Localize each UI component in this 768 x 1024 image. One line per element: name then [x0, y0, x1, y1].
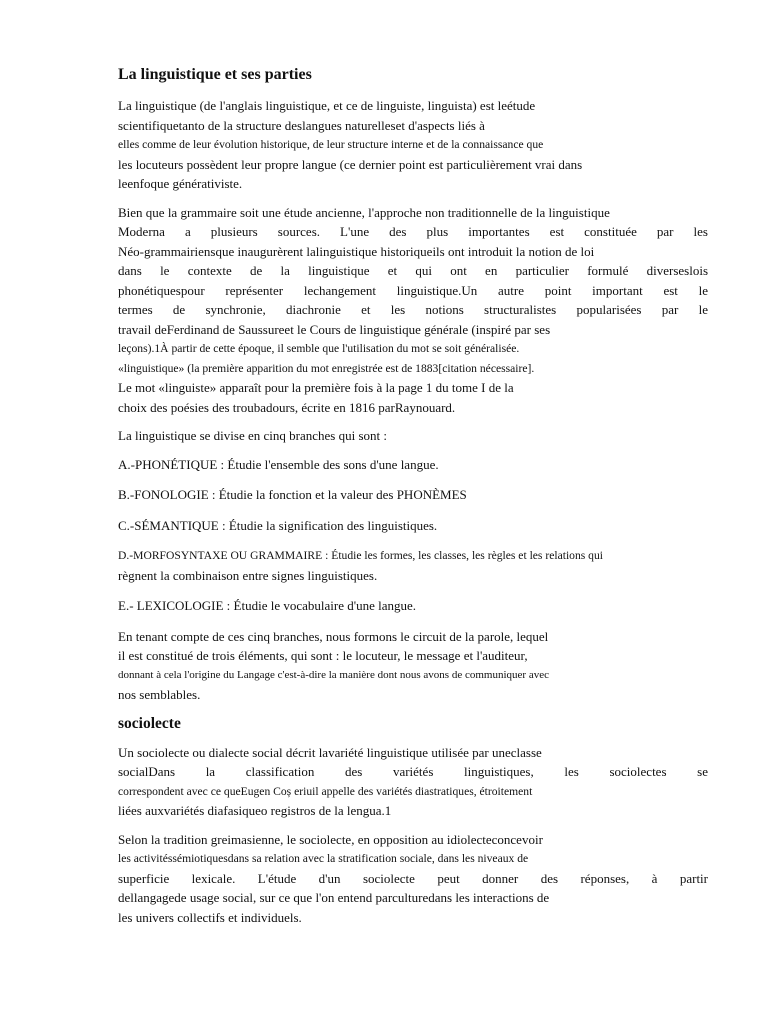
text-line: C.-SÉMANTIQUE : Étudie la signification des linguistiques.: [118, 517, 438, 533]
text-line: phonétiquespour représenter lechangement linguistique.Un autre point important est le: [118, 282, 708, 298]
text-line: leçons).1À partir de cette époque, il semble que l'utilisation du mot se soit généralisée.: [118, 342, 520, 355]
section-title-sociolecte: sociolecte: [118, 714, 181, 732]
text-line: B.-FONOLOGIE : Étudie la fonction et la valeur des PHONÈMES: [118, 487, 467, 502]
text-line: La linguistique se divise en cinq branches qui sont :: [118, 428, 387, 443]
branch-fonologie: [118, 485, 708, 505]
page-title: La linguistique et ses parties: [118, 66, 312, 83]
text-line: il est constitué de trois éléments, qui sont : le locuteur, le message et l'auditeur,: [118, 648, 528, 663]
branch-semantique: [118, 516, 708, 536]
text-line: choix des poésies des troubadours, écrite en 1816 parRaynouard.: [118, 399, 456, 415]
text-line: Bien que la grammaire soit une étude ancienne, l'approche non traditionnelle de la linguistique: [118, 204, 610, 220]
text-line: Un sociolecte ou dialecte social décrit lavariété linguistique utilisée par uneclasse: [118, 744, 542, 760]
text-line: termes de synchronie, diachronie et les notions structuralistes popularisées par le: [118, 302, 708, 317]
branch-lexicologie: [118, 596, 708, 616]
text-line: elles comme de leur évolution historique, de leur structure interne et de la connaissance que: [118, 138, 544, 151]
text-line: correspondent avec ce queEugen Coș eriuil appelle des variétés diastratiques, étroitement: [118, 784, 533, 798]
text-line: travail deFerdinand de Saussureet le Cours de linguistique générale (inspiré par ses: [118, 321, 551, 337]
paragraph-branches-intro: [118, 426, 708, 446]
text-line: les univers collectifs et individuels.: [118, 909, 302, 925]
branch-phonetique: [118, 455, 708, 475]
text-line: leenfoque générativiste.: [118, 176, 243, 191]
paragraph-intro: [118, 96, 708, 194]
text-line: D.-MORFOSYNTAXE OU GRAMMAIRE : Étudie les formes, les classes, les règles et les relations qui: [118, 549, 603, 562]
text-line: A.-PHONÉTIQUE : Étudie l'ensemble des sons d'une langue.: [118, 456, 439, 472]
text-line: socialDans la classification des variétés linguistiques, les sociolectes se: [118, 764, 708, 779]
paragraph-circuit: [118, 627, 708, 705]
text-line: superficie lexicale. L'étude d'un sociolecte peut donner des réponses, à partir: [118, 870, 708, 886]
text-line: nos semblables.: [118, 687, 201, 702]
branch-morfosyntaxe: [118, 546, 708, 585]
text-line: Néo-grammairiensque inaugurèrent lalinguistique historiqueils ont introduit la notion de loi: [118, 243, 595, 259]
text-line: les activitéssémiotiquesdans sa relation avec la stratification sociale, dans les niveaux de: [118, 852, 529, 865]
text-line: E.- LEXICOLOGIE : Étudie le vocabulaire d'une langue.: [118, 598, 416, 613]
text-line: Moderna a plusieurs sources. L'une des plus importantes est constituée par les: [118, 224, 708, 239]
paragraph-greimas: [118, 830, 708, 928]
text-line: liées auxvariétés diafasiqueo registros de la lengua.1: [118, 803, 392, 818]
text-line: donnant à cela l'origine du Langage c'est-à-dire la manière dont nous avons de communiquer avec: [118, 668, 549, 681]
text-line: En tenant compte de ces cinq branches, nous formons le circuit de la parole, lequel: [118, 628, 549, 644]
text-line: dellangagede usage social, sur ce que l'on entend parculturedans les interactions de: [118, 890, 550, 905]
text-line: Selon la tradition greimasienne, le sociolecte, en opposition au idiolecteconcevoir: [118, 831, 543, 847]
text-line: dans le contexte de la linguistique et qui ont en particulier formulé diverseslois: [118, 263, 708, 278]
paragraph-history: [118, 203, 708, 418]
text-line: Le mot «linguiste» apparaît pour la première fois à la page 1 du tome I de la: [118, 380, 514, 395]
text-line: les locuteurs possèdent leur propre langue (ce dernier point est particulièrement vrai dans: [118, 156, 583, 172]
paragraph-sociolecte-definition: [118, 743, 708, 821]
text-line: scientifiquetanto de la structure deslangues naturelleset d'aspects liés à: [118, 117, 485, 133]
text-line: La linguistique (de l'anglais linguistique, et ce de linguiste, linguista) est leétude: [118, 98, 536, 113]
text-line: règnent la combinaison entre signes linguistiques.: [118, 567, 378, 583]
text-line: «linguistique» (la première apparition du mot enregistrée est de 1883[citation nécessaire].: [118, 361, 535, 375]
